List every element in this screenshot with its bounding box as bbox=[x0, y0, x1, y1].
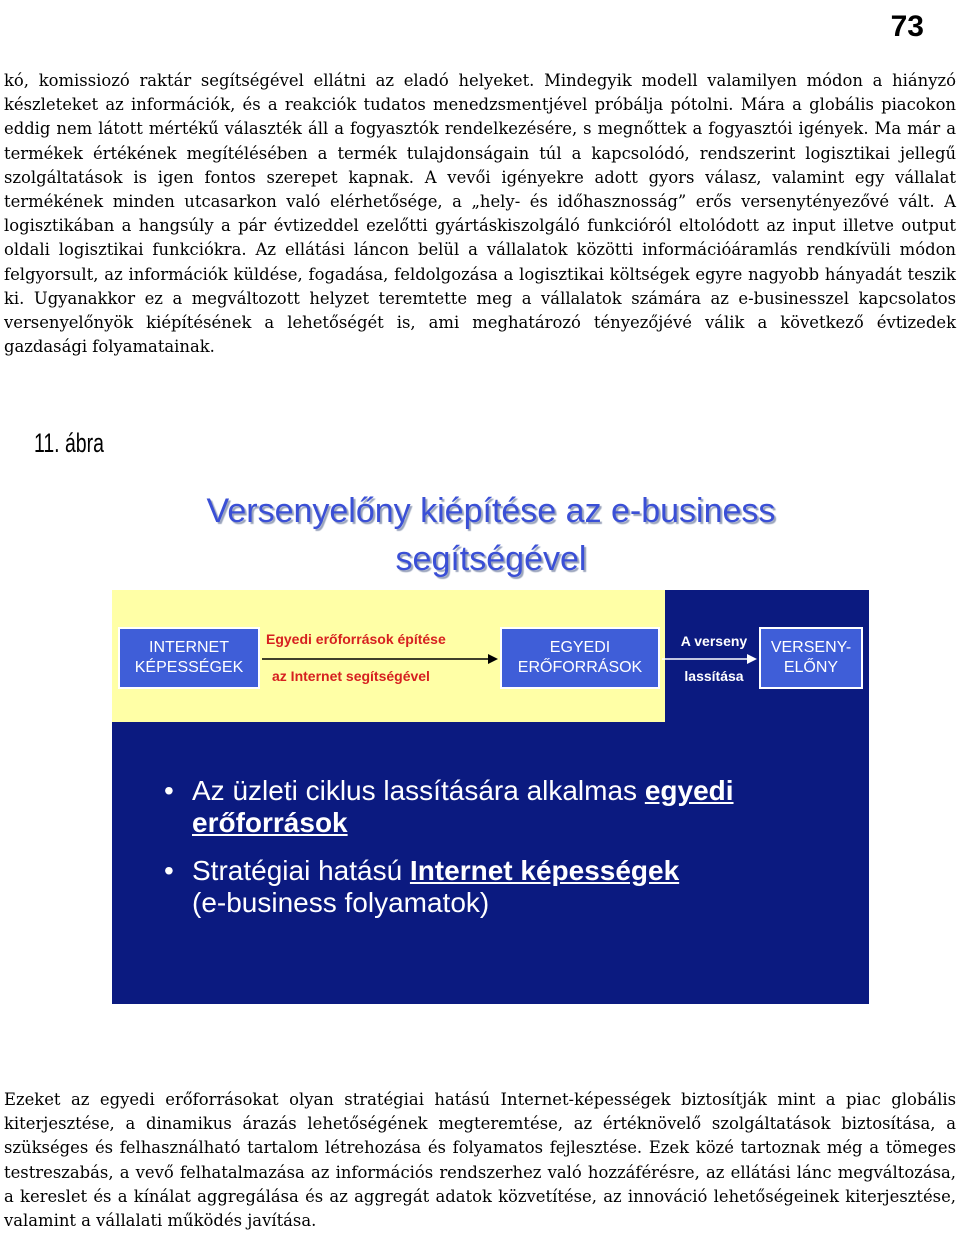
arrow-head-1 bbox=[488, 654, 498, 664]
box3-line2: ELŐNY bbox=[783, 659, 839, 676]
slide-bullets bbox=[164, 775, 854, 935]
box-egyedi-eroforrasok bbox=[500, 627, 660, 689]
bullet2-emphasis: Internet képességek bbox=[409, 855, 680, 886]
arrow2-top-label: A verseny bbox=[680, 633, 748, 649]
box2-line1: EGYEDI bbox=[549, 639, 611, 656]
box-internet-kepessegek bbox=[118, 627, 260, 689]
box1-line2: KÉPESSÉGEK bbox=[134, 659, 244, 676]
arrow-head-2 bbox=[747, 654, 757, 664]
slide-title-line1: Versenyelőny kiépítése az e-business bbox=[206, 492, 776, 530]
box2-line2: ERŐFORRÁSOK bbox=[517, 659, 643, 676]
bullet-egyedi-eroforrasok bbox=[164, 775, 854, 839]
body-paragraph-top: kó, komissiozó raktár segítségével ellátni az eladó helyeket. Mindegyik modell valamilyen módon a hiányzó készleteket az információk, és a reakciók tudatos menedzsmentjével próbálja pótolni. Mára a globális piacokon eddig nem látott mértékű választék áll a fogyasztók rendelkezésére, s megnőttek a fogyasztói igények. Ma már a termékek értékének megítélésében a termék tulajdonságain túl a kapcsolódó, rendszerint logisztikai jellegű szolgáltatások is igen fontos szerepet kapnak. A vevői igényekre adott gyors válasz, valamint egy vállalat termékének minden utcasarkon való elérhetősége, a „hely- és időhasznosság” erős versenytényezővé vált. A logisztikában a hangsúly a pár évtizeddel ezelőtti gyártáskiszolgáló funkcióról eltolódott az input illetve output oldali logisztikai funkciókra. Az ellátási láncon belül a vállalatok közötti információáramlás rendkívüli módon felgyorsult, az információk küldése, fogadása, feldolgozása a logisztikai költségek egyre nagyobb hányadát teszik ki. Ugyanakkor ez a megváltozott helyzet teremtette meg a vállalatok számára az e-businesszel kapcsolatos versenyelőnyök kiépítésének a lehetőségét is, ami meghatározó tényezőjévé válik a következő évtizedek gazdasági folyamatainak. bbox=[4, 71, 956, 357]
bullet2-text: Stratégiai hatású bbox=[192, 855, 410, 886]
bullet1-text: Az üzleti ciklus lassítására alkalmas bbox=[192, 775, 645, 806]
bullet2-tail: (e-business folyamatok) bbox=[192, 887, 490, 918]
slide-panel bbox=[112, 590, 869, 1004]
arrow2-bottom-label: lassítása bbox=[684, 668, 744, 684]
slide-title bbox=[112, 487, 870, 583]
arrow1-bottom-label: az Internet segítségével bbox=[272, 668, 430, 684]
slide-title-line2: segítségével bbox=[395, 540, 587, 578]
box-versenyelony bbox=[759, 627, 863, 689]
box3-line1: VERSENY- bbox=[770, 639, 852, 656]
arrow1-top-label: Egyedi erőforrások építése bbox=[266, 631, 446, 647]
bullet-internet-kepessegek bbox=[164, 855, 854, 919]
body-paragraph-bottom: Ezeket az egyedi erőforrásokat olyan stratégiai hatású Internet-képességek biztosítják mint a piac globális kiterjesztése, a dinamikus árazás lehetőségének megteremtése, az értéknövelő szolgáltatások biztosítása, a szükséges és felhasználható tartalom létrehozása és folyamatos fejlesztése. Ezek közé tartoznak még a tömeges testreszabás, a vevő felhatalmazása az információs rendszerhez való hozzáférésre, az ellátási lánc megváltozása, a kereslet és a kínálat aggregálása és az aggregát adatok közvetítése, az innováció lehetőségeinek kiterjesztése, valamint a vállalati működés javítása. bbox=[4, 1090, 956, 1231]
box1-line1: INTERNET bbox=[149, 639, 229, 656]
figure-label: 11. ábra bbox=[34, 428, 104, 458]
page-number: 73 bbox=[890, 10, 924, 43]
bullet1-emphasis: egyedi erőforrások bbox=[192, 775, 734, 838]
